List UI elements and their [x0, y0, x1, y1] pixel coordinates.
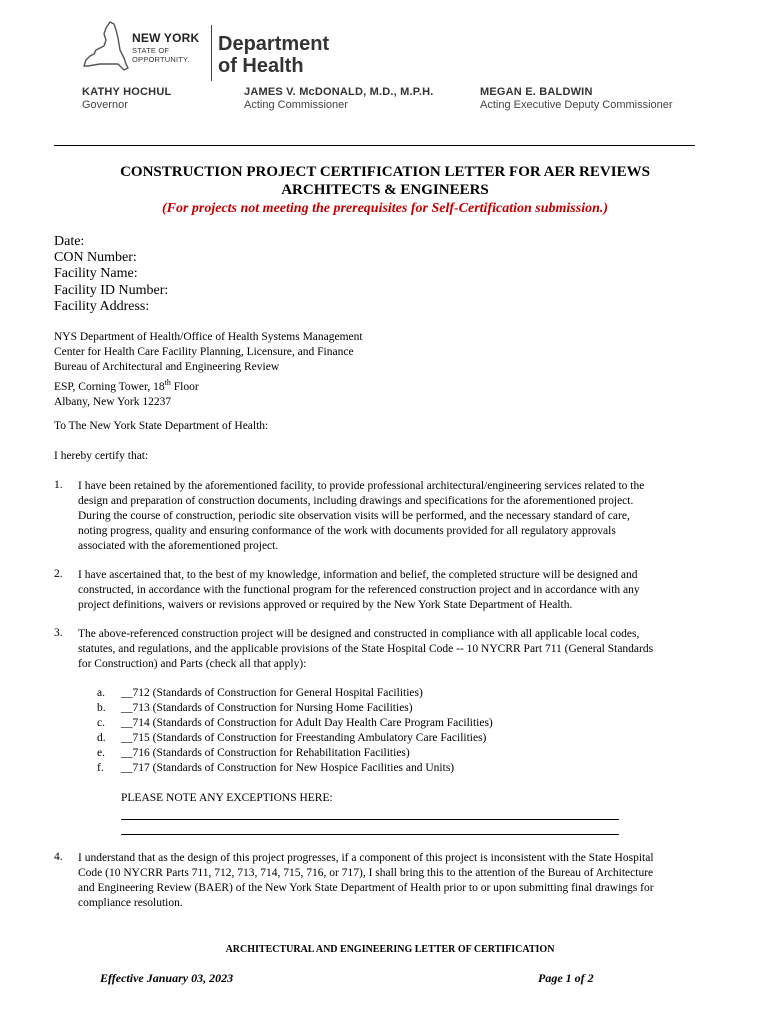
field-con-number: CON Number: — [54, 250, 137, 265]
address-line: Bureau of Architectural and Engineering Review — [54, 361, 280, 373]
address-line: NYS Department of Health/Office of Health Systems Management — [54, 331, 363, 343]
page-number: Page 1 of 2 — [538, 971, 594, 985]
deputy-name: MEGAN E. BALDWIN — [480, 86, 593, 98]
field-date: Date: — [54, 234, 85, 249]
subitem-letter: e. — [97, 747, 105, 759]
address-block — [54, 330, 363, 410]
address-line: Albany, New York 12237 — [54, 395, 172, 408]
ny-state-map-icon — [80, 20, 130, 80]
commissioner-name: JAMES V. McDONALD, M.D., M.P.H. — [244, 86, 434, 98]
item-2-text: I have ascertained that, to the best of my knowledge, information and belief, the completed structure will be designed and constructed, in accordance with the functional program for the referenced construction project and in accordance with any project definitions, waivers or revisions approved or required by the New York State Department of Health. — [78, 569, 640, 611]
subitem-letter: d. — [97, 732, 106, 744]
field-facility-address: Facility Address: — [54, 299, 150, 314]
item-4-text: I understand that as the design of this project progresses, if a component of this project is inconsistent with the State Hospital Code (10 NYCRR Parts 711, 712, 713, 714, 715, 716, or 717), I shall bring this to the attention of the Bureau of Architecture and Engineering Review (BAER) of the New York State Department of Health prior to or upon submitting final drawings for compliance resolution. — [78, 852, 654, 909]
dept-line1: Department — [218, 33, 330, 55]
governor-name: KATHY HOCHUL — [82, 86, 172, 98]
item-number: 2. — [54, 568, 63, 580]
item-number: 3. — [54, 627, 63, 639]
dept-line2: of Health — [218, 55, 304, 77]
subitem-letter: b. — [97, 702, 106, 714]
effective-date: Effective January 03, 2023 — [100, 971, 234, 985]
subitem-text: __714 (Standards of Construction for Adult Day Health Care Program Facilities) — [121, 717, 493, 729]
item-number: 4. — [54, 851, 63, 863]
field-facility-name: Facility Name: — [54, 266, 138, 281]
subitem-text: __712 (Standards of Construction for General Hospital Facilities) — [121, 687, 423, 699]
exceptions-blank-line[interactable] — [121, 819, 619, 820]
field-facility-id: Facility ID Number: — [54, 283, 169, 298]
footer-heading: ARCHITECTURAL AND ENGINEERING LETTER OF CERTIFICATION — [225, 944, 555, 955]
title-line2: ARCHITECTS & ENGINEERS — [281, 182, 489, 198]
subitem-letter: a. — [97, 687, 105, 699]
item-1-text: I have been retained by the aforementioned facility, to provide professional architectural/engineering services related to the design and preparation of construction documents, including drawings and specifications for the aforementioned project. During the course of construction, periodic site observation visits will be performed, and the necessary standard of care, noting progress, quality and ensuring conformance of the work with documents provided for all regulatory approvals associated with the aforementioned project. — [78, 480, 645, 552]
certify-statement: I hereby certify that: — [54, 450, 149, 462]
exceptions-label: PLEASE NOTE ANY EXCEPTIONS HERE: — [121, 792, 333, 804]
address-line: Center for Health Care Facility Planning, Licensure, and Finance — [54, 346, 354, 358]
header-rule — [54, 145, 695, 146]
salutation: To The New York State Department of Health: — [54, 420, 269, 432]
deputy-title: Acting Executive Deputy Commissioner — [480, 99, 673, 111]
subtitle: (For projects not meeting the prerequisites for Self-Certification submission.) — [161, 201, 609, 216]
logo-new-york: NEW YORK — [132, 31, 200, 45]
address-line: ESP, Corning Tower, 18th Floor — [54, 378, 199, 393]
title-line1: CONSTRUCTION PROJECT CERTIFICATION LETTER FOR AER REVIEWS — [120, 164, 650, 180]
commissioner-title: Acting Commissioner — [244, 99, 348, 111]
subitem-text: __713 (Standards of Construction for Nursing Home Facilities) — [121, 702, 413, 714]
logo-state-of: STATE OF — [132, 46, 170, 55]
item-number: 1. — [54, 479, 63, 491]
subitem-text: __717 (Standards of Construction for New Hospice Facilities and Units) — [121, 762, 455, 774]
subitem-text: __715 (Standards of Construction for Freestanding Ambulatory Care Facilities) — [121, 732, 487, 744]
item-3-text: The above-referenced construction project will be designed and constructed in compliance with all applicable local codes, statutes, and regulations, and the applicable provisions of the State Hospital Code -- 10 NYCRR Part 711 (General Standards for Construction) and Parts (check all that apply): — [78, 628, 654, 670]
subitem-letter: c. — [97, 717, 105, 729]
subitem-letter: f. — [97, 762, 104, 774]
governor-title: Governor — [82, 99, 128, 111]
subitem-text: __716 (Standards of Construction for Rehabilitation Facilities) — [121, 747, 410, 759]
exceptions-blank-line[interactable] — [121, 834, 619, 835]
logo-opportunity: OPPORTUNITY. — [132, 55, 190, 64]
logo-divider — [211, 25, 212, 81]
